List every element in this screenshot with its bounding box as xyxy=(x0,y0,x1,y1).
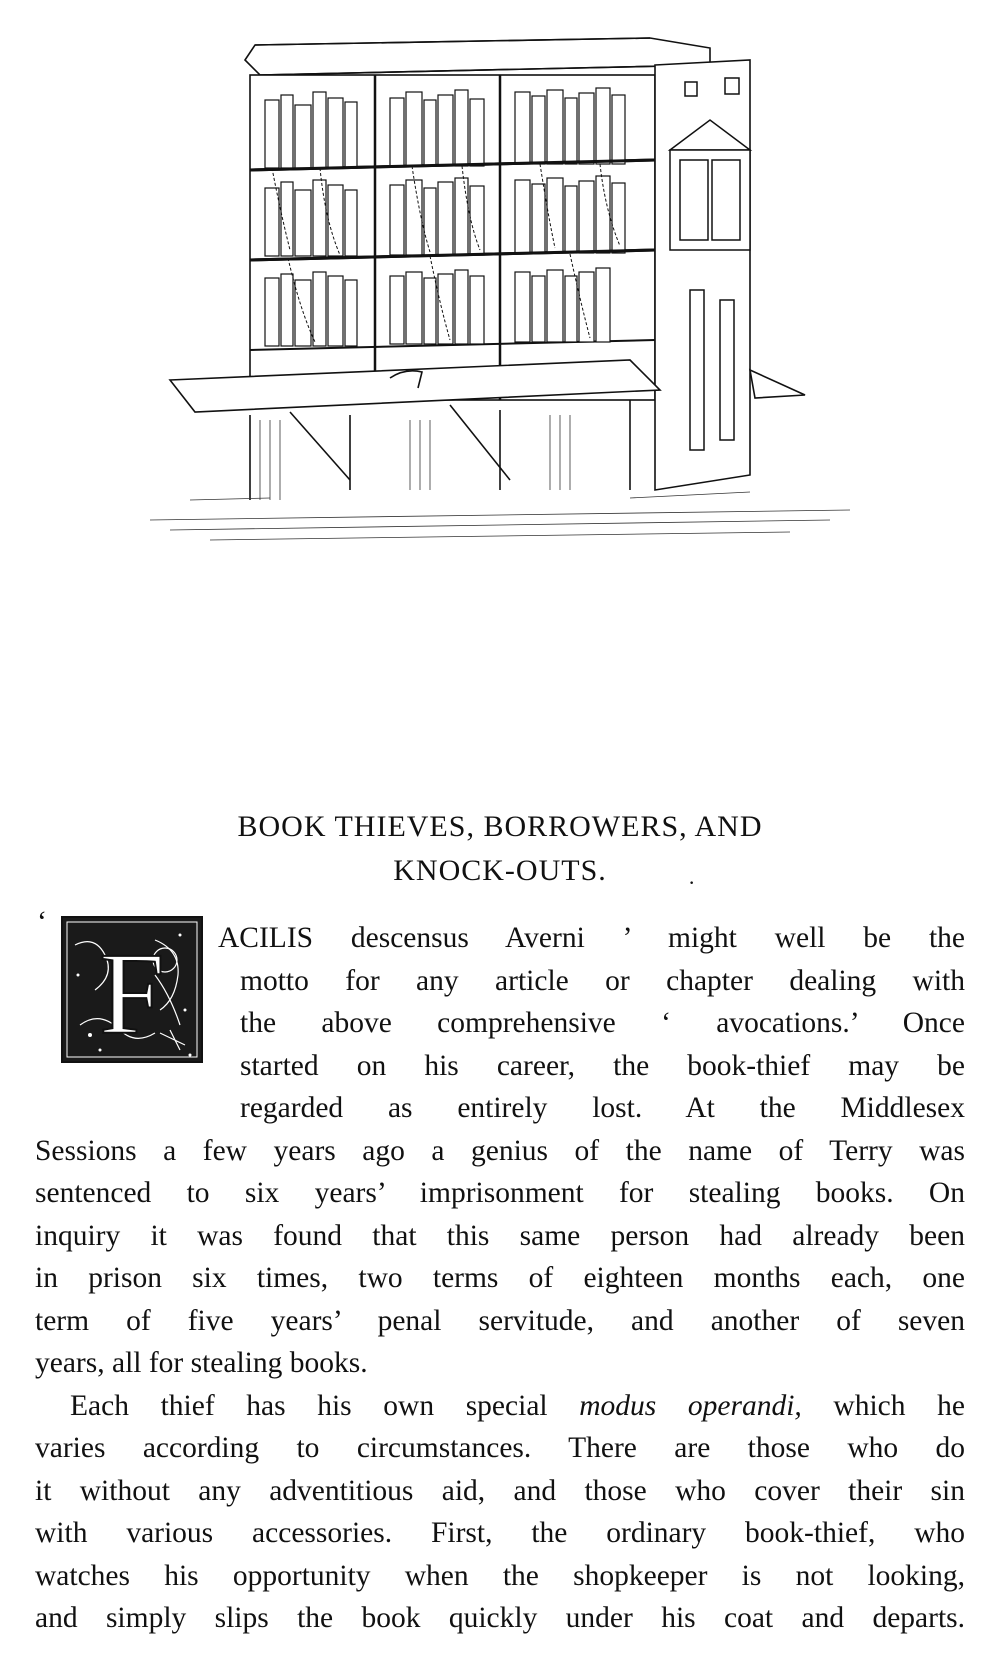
bookcase-engraving xyxy=(150,20,870,580)
chapter-title-line-1: BOOK THIEVES, BORROWERS, AND xyxy=(237,810,763,843)
text-line: the above comprehensive ‘ avocations.’ Once xyxy=(240,1007,965,1039)
text-line: in prison six times, two terms of eighteen months each, one xyxy=(35,1262,965,1294)
text-line: years, all for stealing books. xyxy=(35,1347,368,1379)
text-line: Sessions a few years ago a genius of the name of Terry was xyxy=(35,1134,965,1167)
chained-bookcase-illustration xyxy=(150,20,870,580)
text-line: term of five years’ penal servitude, and another of seven xyxy=(35,1304,965,1337)
text-line: sentenced to six years’ imprisonment for stealing books. On xyxy=(35,1177,965,1209)
text-line: regarded as entirely lost. At the Middlesex xyxy=(240,1092,965,1124)
dropcap-letter: F xyxy=(99,928,165,1059)
text-line: and simply slips the book quickly under his coat and departs. xyxy=(35,1602,965,1634)
body-text xyxy=(35,917,965,1640)
text-line: with various accessories. First, the ordinary book-thief, who xyxy=(35,1517,965,1549)
text-line: varies according to circumstances. There are those who do xyxy=(35,1432,965,1464)
text-line-with-italic xyxy=(35,1385,965,1428)
italic-phrase: modus operandi, xyxy=(579,1389,802,1422)
chapter-title-line-2: KNOCK-OUTS. xyxy=(393,854,607,887)
text-line: motto for any article or chapter dealing with xyxy=(240,964,965,997)
stray-dot: · xyxy=(688,870,696,895)
text-line: inquiry it was found that this same person had already been xyxy=(35,1219,965,1252)
text-line: it without any adventitious aid, and those who cover their sin xyxy=(35,1474,965,1507)
text-line: watches his opportunity when the shopkeeper is not looking, xyxy=(35,1559,965,1592)
text-run: Each thief has his own special xyxy=(70,1389,580,1422)
text-line: started on his career, the book-thief may be xyxy=(240,1049,965,1082)
text-run: which he xyxy=(801,1389,965,1422)
opening-quote-mark: ‘ xyxy=(37,905,47,938)
text-line: ACILIS descensus Averni ’ might well be the xyxy=(218,922,965,954)
